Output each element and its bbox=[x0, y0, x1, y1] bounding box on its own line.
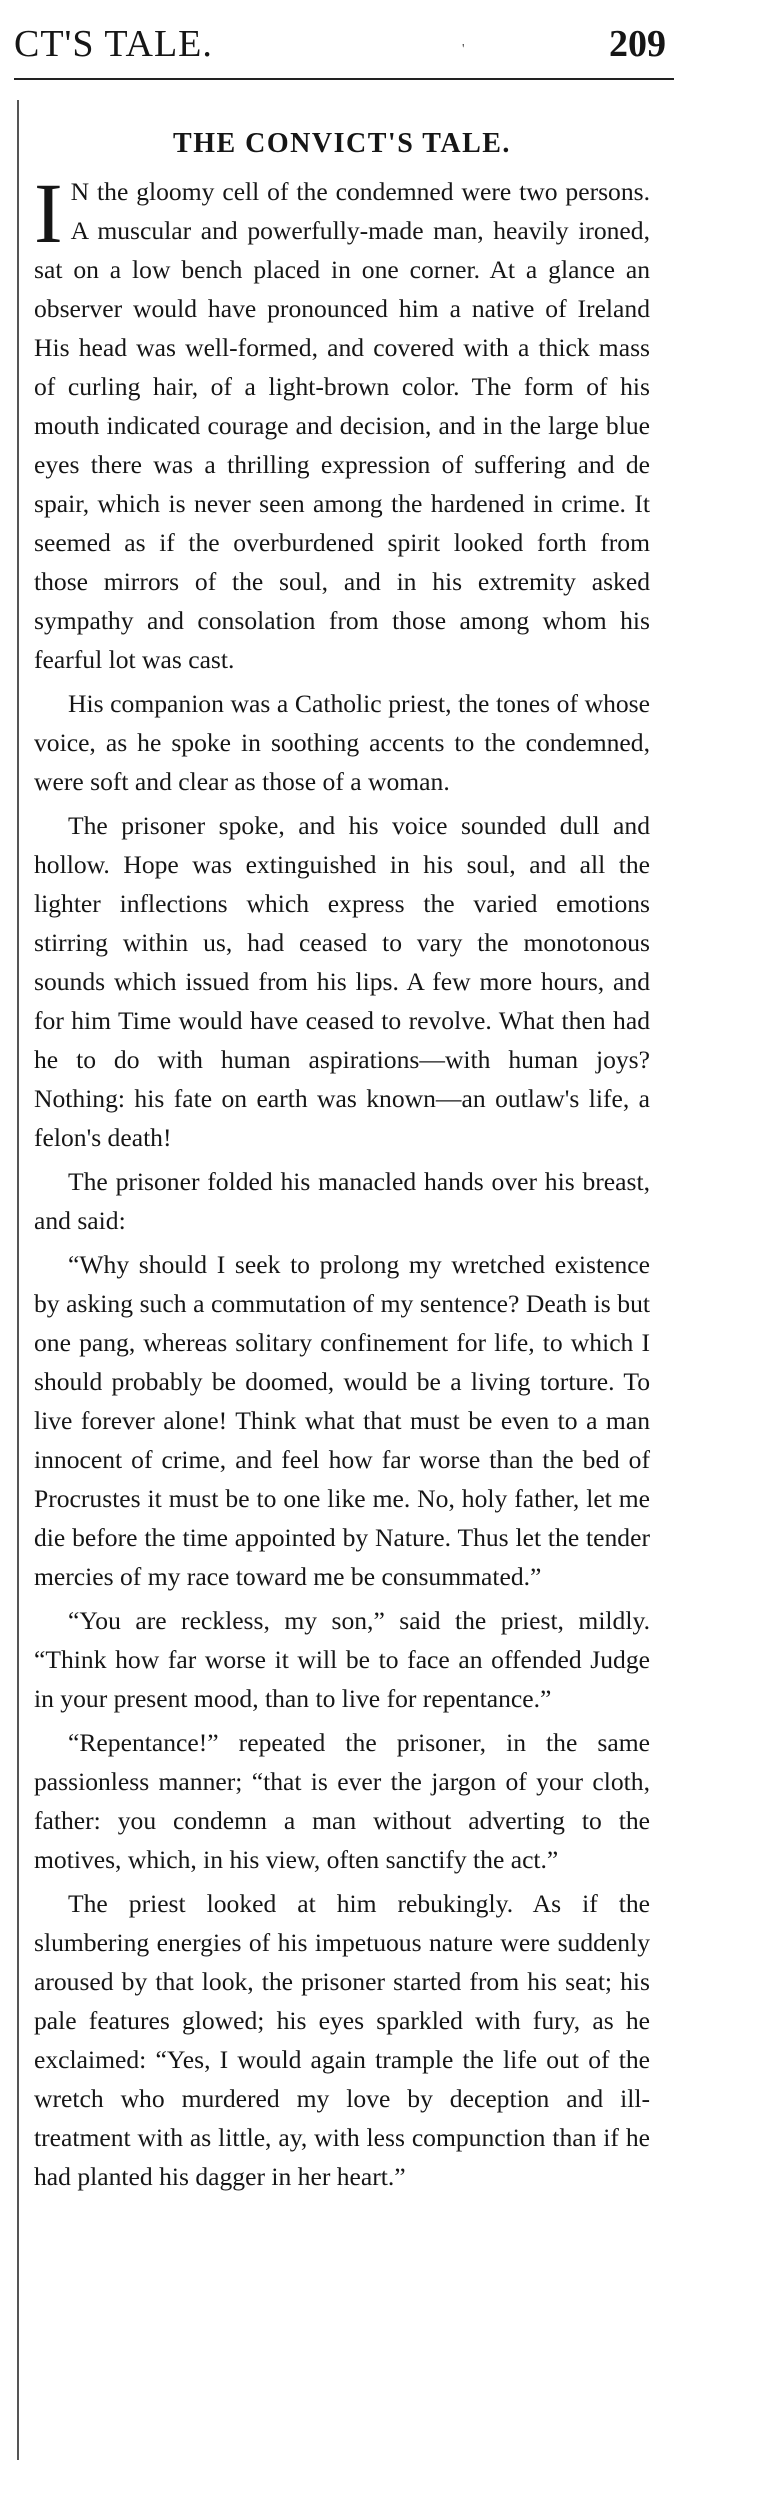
drop-cap: I bbox=[34, 165, 63, 261]
article bbox=[34, 124, 650, 2201]
paragraph-7: “Repentance!” repeated the prisoner, in the same passionless manner; “that is ever the jargon of your cloth, father: you condemn a man without adverting to the motives, which, in his view, often sanctify the act.” bbox=[34, 1728, 650, 1874]
paragraph-1-text: N the gloomy cell of the condemned were two persons. A muscular and powerfully-made man, heavily ironed, sat on a low bench placed in one corner. At a glance an observer would have pronounced him a native of Ireland His head was well-formed, and covered with a thick mass of curling hair, of a light-brown color. The form of his mouth indicated courage and decision, and in the large blue eyes there was a thrilling expression of suffering and de spair, which is never seen among the hardened in crime. It seemed as if the overburdened spirit looked forth from those mirrors of the soul, and in his extremity asked sympathy and consolation from those among whom his fearful lot was cast. bbox=[34, 177, 650, 674]
stray-mark: ' bbox=[462, 42, 465, 57]
margin-rule bbox=[17, 100, 19, 2460]
paragraph-4: The prisoner folded his manacled hands over his breast, and said: bbox=[34, 1167, 650, 1235]
page-number: 209 bbox=[609, 23, 666, 65]
paragraph-2: His companion was a Catholic priest, the tones of whose voice, as he spoke in soothing accents to the condemned, were soft and clear as those of a woman. bbox=[34, 689, 650, 796]
running-head bbox=[0, 22, 764, 82]
paragraph-3: The prisoner spoke, and his voice sounded dull and hollow. Hope was extinguished in his soul, and all the lighter inflections which express the varied emotions stirring within us, had ceased to vary the monotonous sounds which issued from his lips. A few more hours, and for him Time would have ceased to revolve. What then had he to do with human aspirations—with human joys? Nothing: his fate on earth was known—an outlaw's life, a felon's death! bbox=[34, 811, 650, 1152]
header-rule bbox=[14, 78, 674, 80]
article-heading: THE CONVICT'S TALE. bbox=[173, 128, 511, 159]
paragraph-6: “You are reckless, my son,” said the priest, mildly. “Think how far worse it will be to face an offended Judge in your present mood, than to live for repentance.” bbox=[34, 1606, 650, 1713]
running-head-title: CT'S TALE. bbox=[14, 23, 213, 65]
paragraph-8: The priest looked at him rebukingly. As if the slumbering energies of his impetuous nature were suddenly aroused by that look, the prisoner started from his seat; his pale features glowed; his eyes sparkled with fury, as he exclaimed: “Yes, I would again trample the life out of the wretch who murdered my love by deception and ill-treatment with as little, ay, with less compunction than if he had planted his dagger in her heart.” bbox=[34, 1889, 650, 2191]
paragraph-1 bbox=[34, 165, 650, 679]
paragraph-5: “Why should I seek to prolong my wretched existence by asking such a commutation of my sentence? Death is but one pang, whereas solitary confinement for life, to which I should probably be doomed, would be a living torture. To live forever alone! Think what that must be even to a man innocent of crime, and feel how far worse than the bed of Procrustes it must be to one like me. No, holy father, let me die before the time appointed by Nature. Thus let the tender mercies of my race toward me be consummated.” bbox=[34, 1250, 650, 1591]
